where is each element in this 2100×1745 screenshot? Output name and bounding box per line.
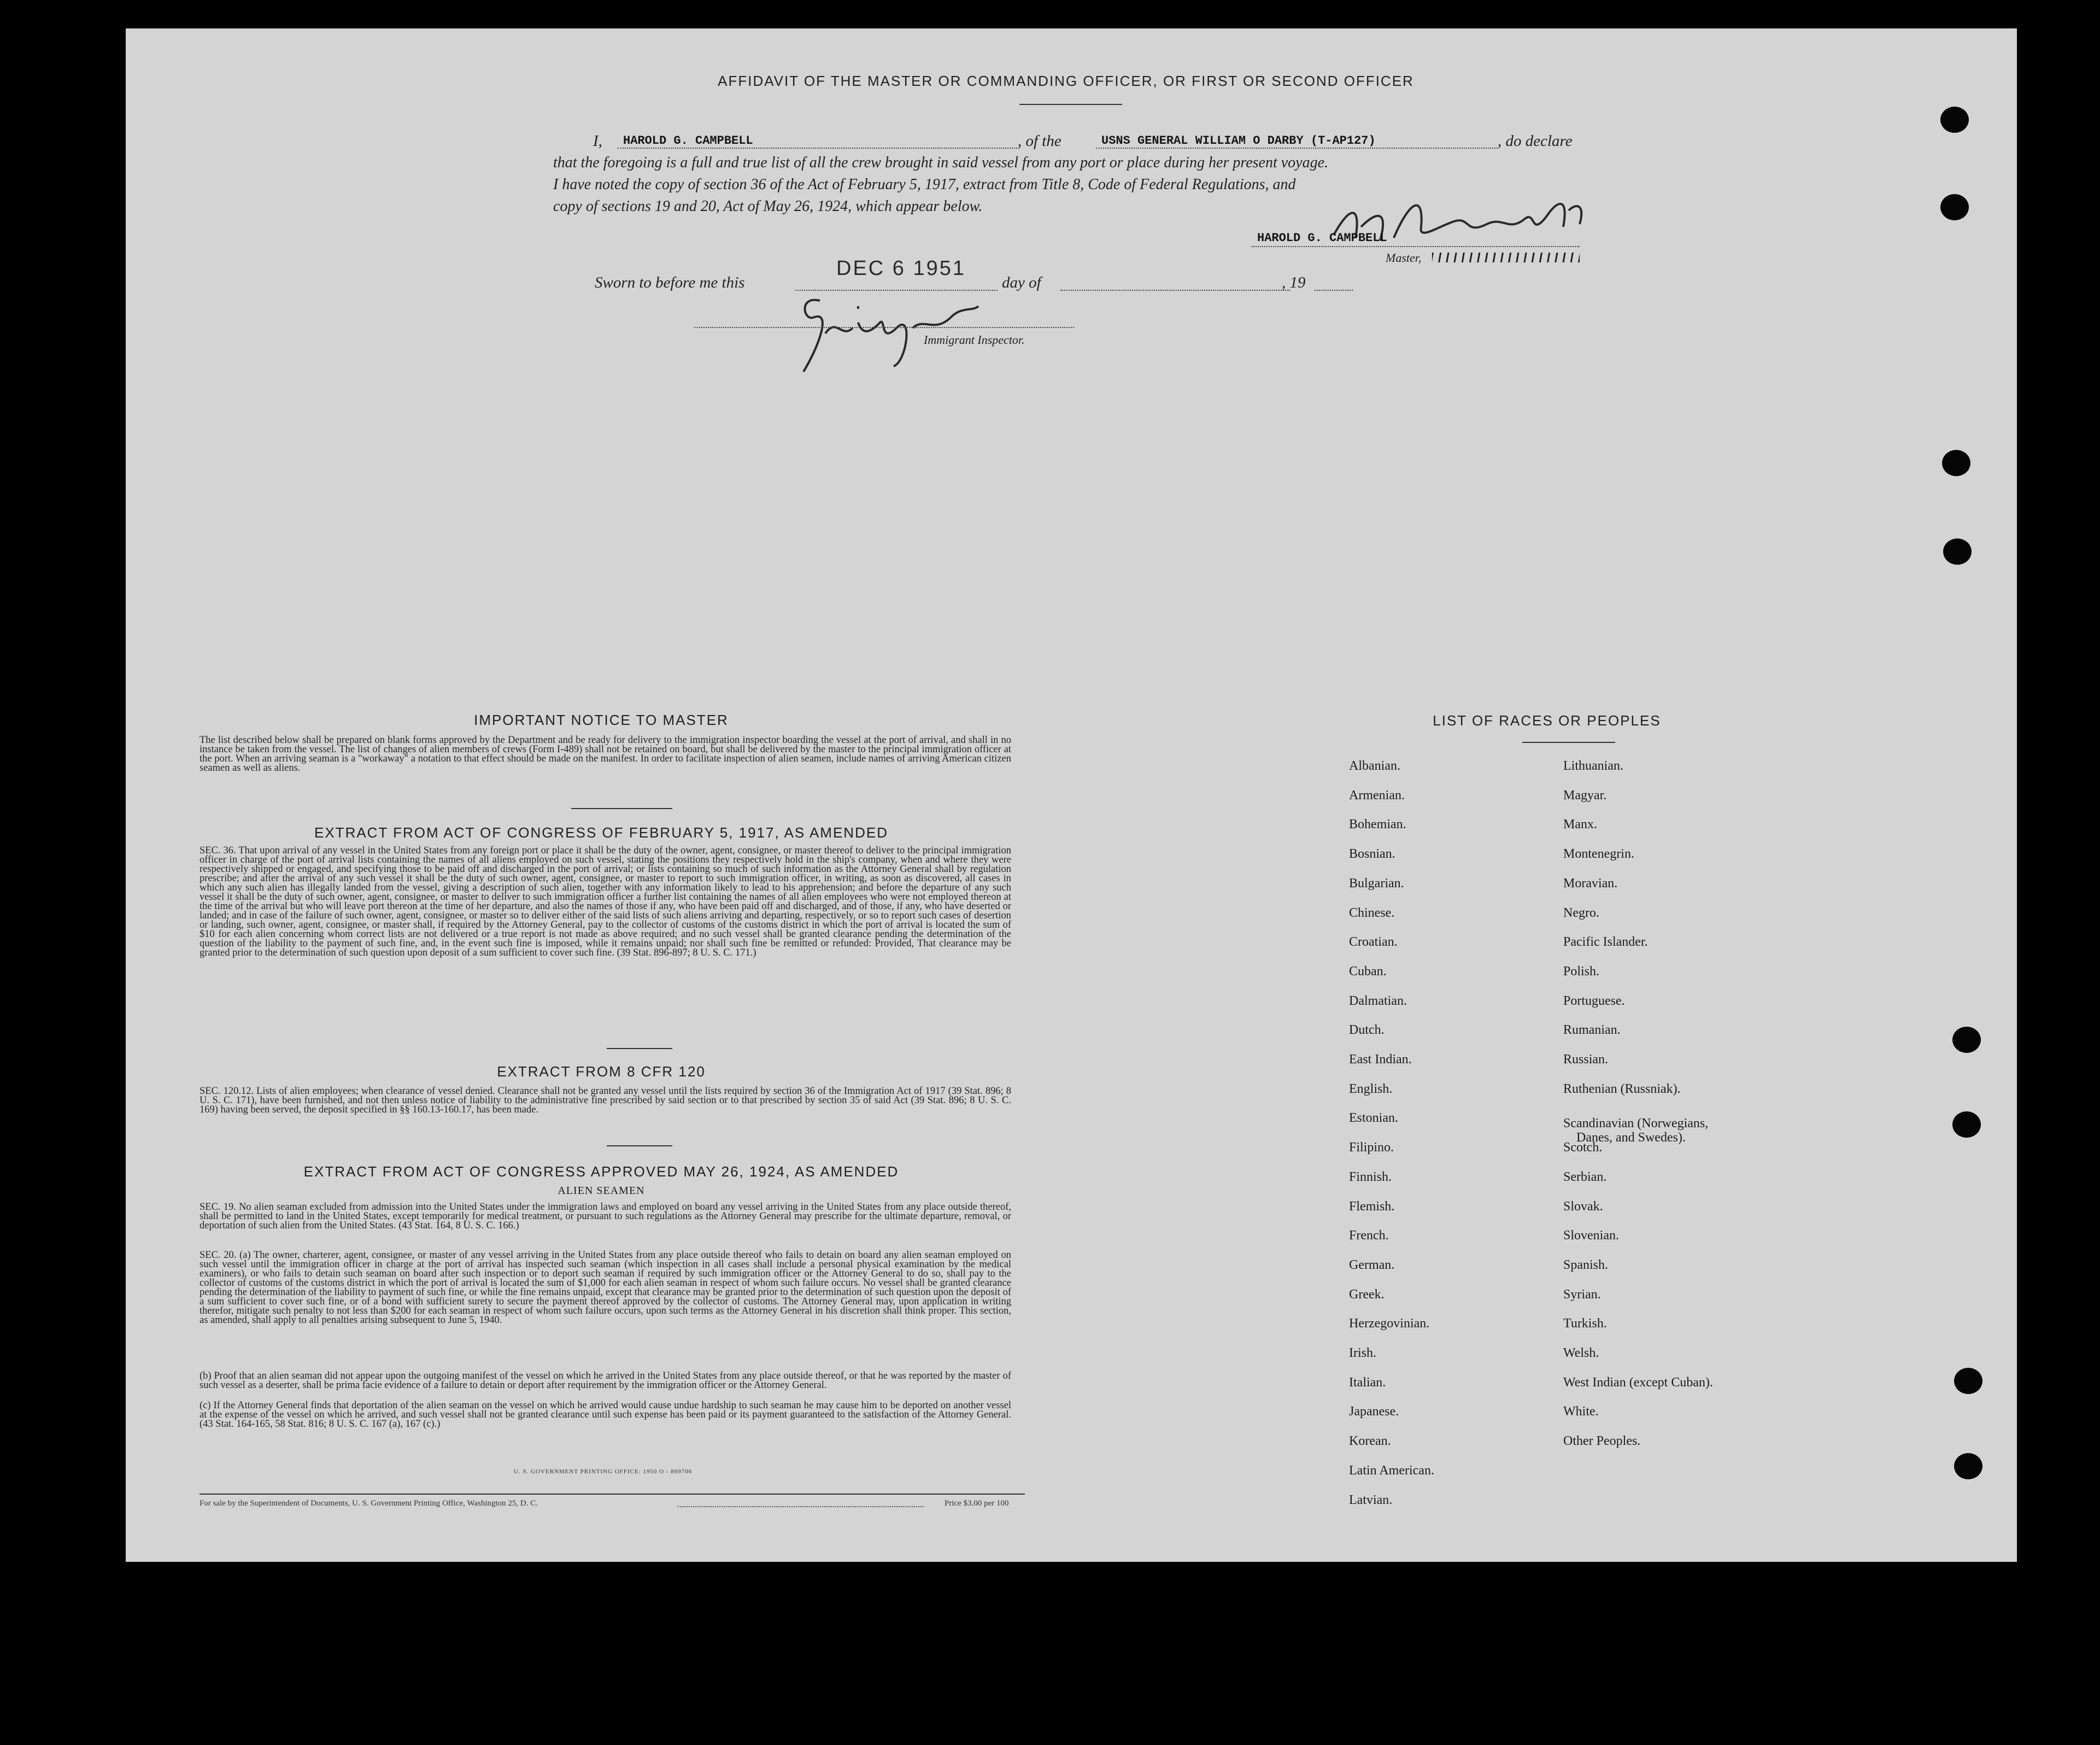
race-item: Montenegrin. [1563,847,1634,862]
race-item: Slovenian. [1563,1228,1619,1243]
races-title: LIST OF RACES OR PEOPLES [1433,712,1661,729]
notice-body: The list described below shall be prepared on blank forms approved by the Department and be ready for delivery to the immigration inspector boarding the vessel at the port of arrival, and shall in no instance be taken from the vessel. The list of changes of alien members of crews (Form I-489) shall not be retained on board, but shall be delivered by the master to the principal immigration officer at the port. When an arriving seaman is a "workaway" a notation to that effect should be made on the manifest. In order to facilitate inspection of alien seamen, include names of arriving American citizen seamen as well as aliens. [200,735,1011,774]
race-item: Flemish. [1349,1199,1395,1214]
race-item: Croatian. [1349,935,1398,950]
divider [607,1048,672,1049]
sworn-date-stamp: DEC 6 1951 [836,257,966,280]
notice-title: IMPORTANT NOTICE TO MASTER [474,712,729,728]
sworn-label: Sworn to before me this [595,274,745,291]
race-item: Danes, and Swedes). [1576,1131,1686,1145]
race-item: Polish. [1563,964,1600,979]
race-item: Dutch. [1349,1023,1385,1038]
price-note: Price $3.00 per 100 [945,1499,1009,1508]
race-item: Filipino. [1349,1140,1394,1155]
race-item: Spanish. [1563,1257,1609,1272]
inspector-label: Immigrant Inspector. [924,333,1025,347]
race-item: Moravian. [1563,876,1618,891]
binder-hole [1942,450,1970,476]
binder-hole [1940,107,1969,133]
race-item: Armenian. [1349,788,1405,803]
master-label: Master, [1386,251,1422,265]
affidavit-i: I, [593,132,602,150]
affidavit-line-2: that the foregoing is a full and true list of all the crew brought in said vessel from any port or place during her present voyage. [553,154,1329,171]
race-item: Greek. [1349,1287,1385,1302]
extract-cfr-body: SEC. 120.12. Lists of alien employees; when clearance of vessel denied. Clearance shall not be granted any vessel until the lists required by section 36 of the Immigration Act of 1917 (39 Stat. 896; 8 U. S. C. 171), have been furnished, and not then unless notice of liability to the administrative fine prescribed by said section or to that prescribed by section 35 of said Act (39 Stat. 896; 8 U. S. C. 169) having been served, the deposit specified in §§ 160.13-160.17, has been made. [200,1086,1011,1115]
of-the-label: , of the [1018,132,1061,150]
race-item: East Indian. [1349,1052,1412,1067]
race-item: Negro. [1563,905,1599,920]
race-item: White. [1563,1404,1599,1419]
extract-1924-sec19: SEC. 19. No alien seaman excluded from admission into the United States under the immigration laws and employed on board any vessel arriving in the United States from any place outside thereof, shall be permitted to land in the United States, except temporarily for medical treatment, or pursuant to such regulations as the Attorney General may prescribe for the ultimate departure, removal, or deportation of such alien from the United States. (43 Stat. 164, 8 U. S. C. 166.) [200,1202,1011,1231]
race-item: Lithuanian. [1563,759,1623,773]
race-item: Italian. [1349,1375,1386,1390]
vessel-name-line [1096,148,1498,149]
race-item: West Indian (except Cuban). [1563,1375,1713,1390]
race-item: Scotch. [1563,1140,1603,1155]
day-of-label: day of [1002,274,1041,291]
race-item: Bosnian. [1349,847,1395,862]
divider [1019,104,1122,105]
race-item: Japanese. [1349,1404,1399,1419]
master-handwritten-signature [1328,194,1591,254]
race-item: Bohemian. [1349,817,1406,832]
do-declare-label: , do declare [1498,132,1573,150]
extract-1917-body: SEC. 36. That upon arrival of any vessel in the United States from any foreign port or place it shall be the duty of the owner, agent, consignee, or master thereof to deliver to the principal immigration officer in charge of the port of arrival lists containing the names of all aliens employed on such vessel, stating the positions they respectively hold in the ship's company, when and where they were respectively shipped or engaged, and specifying those to be paid off and discharged in the port of arrival; or lists containing so much of such information as the Attorney General shall by regulation prescribe; and after the arrival of any such vessel it shall be the duty of such owner, agent, consignee, or master to report to such immigration officer, in writing, as soon as discovered, all cases in which any such alien has illegally landed from the vessel, giving a description of such alien, together with any information likely to lead to his apprehension; and before the departure of any such vessel it shall be the duty of such owner, agent, consignee, or master to deliver to such immigration officer a further list containing the names of all alien employees who were not employed thereon at the time of the arrival but who will leave port thereon at the time of her departure, and also the names of those if any, who have been paid off and discharged, and of those, if any, who have deserted or landed; and in case of the failure of such owner, agent, consignee, or master so to deliver either of the said lists of such aliens arriving and departing, respectively, or so to report such cases of desertion or landing, such owner, agent, consignee, or master shall, if required by the Attorney General, pay to the collector of customs of the customs district in which the port of arrival is located the sum of $10 for each alien concerning whom correct lists are not delivered or a true report is not made as above required; and no such vessel shall be granted clearance pending the determination of the question of the liability to the payment of such fine, and, in the event such fine is imposed, while it remains unpaid; nor shall such fine be remitted or refunded: Provided, That clearance may be granted prior to the determination of such question upon deposit of a sum sufficient to cover such fine. (39 Stat. 896-897; 8 U. S. C. 171.) [200,845,1011,958]
race-item: Herzegovinian. [1349,1316,1430,1331]
race-item: Irish. [1349,1346,1376,1360]
binder-hole [1954,1453,1982,1479]
race-item: Manx. [1563,817,1597,832]
race-item: Russian. [1563,1052,1609,1067]
race-item: Other Peoples. [1563,1434,1641,1449]
printing-office-line: U. S. GOVERNMENT PRINTING OFFICE: 1950 O - 869706 [514,1468,693,1475]
race-item: Turkish. [1563,1316,1607,1331]
race-item: Rumanian. [1563,1023,1621,1038]
divider [571,808,672,809]
month-line [1060,290,1290,291]
affidavit-line-4: copy of sections 19 and 20, Act of May 26, 1924, which appear below. [553,198,983,215]
race-item: German. [1349,1257,1395,1272]
race-item: Cuban. [1349,964,1387,979]
for-sale-note: For sale by the Superintendent of Documents, U. S. Government Printing Office, Washington 25, D. C. [200,1499,538,1508]
divider [1522,742,1615,743]
race-item: Syrian. [1563,1287,1601,1302]
race-item: Dalmatian. [1349,993,1407,1008]
race-item: Scandinavian (Norwegians, [1563,1116,1709,1131]
footer-rule [200,1494,1025,1495]
race-item: Pacific Islander. [1563,935,1648,950]
race-item: Slovak. [1563,1199,1603,1214]
extract-1924-sec20a: SEC. 20. (a) The owner, charterer, agent, consignee, or master of any vessel arriving in the United States from any place outside thereof who fails to detain on board any alien seaman employed on such vessel until the immigration officer in charge at the port of arrival has inspected such seaman (which inspection in all cases shall include a personal physical examination by the medical examiners), or who fails to detain such seaman on board after such inspection or to deport such seaman if required by such immigration officer or the Attorney General to do so, shall pay to the collector of customs of the customs district in which the port of arrival is located the sum of $1,000 for each alien seaman in respect of whom such failure occurs. No vessel shall be granted clearance pending the determination of the liability to payment of such fine, or while the fine remains unpaid, except that clearance may be granted prior to the determination of such question upon the deposit of a sum sufficient to cover such fine, or of a bond with sufficient surety to secure the payment thereof approved by the collector of customs. The Attorney General may, upon application in writing therefor, mitigate such penalty to not less than $200 for each seaman in respect of whom such failure occurs, upon such terms as the Attorney General in his discretion shall think proper. This section, as amended, shall apply to all penalties arising subsequent to June 5, 1940. [200,1250,1011,1326]
extract-1924-sec20b: (b) Proof that an alien seaman did not appear upon the outgoing manifest of the vessel on which he arrived in the United States from any place outside thereof, or that he was reported by the master of such vessel as a deserter, shall be prima facie evidence of a failure to detain or deport after requirement by the immigration officer or the Attorney General. [200,1371,1011,1391]
extract-cfr-title: EXTRACT FROM 8 CFR 120 [497,1063,706,1080]
affidavit-title: AFFIDAVIT OF THE MASTER OR COMMANDING OFFICER, OR FIRST OR SECOND OFFICER [718,73,1414,89]
inspector-signature-line [694,327,1074,328]
master-name-field: HAROLD G. CAMPBELL [623,134,753,148]
extract-1924-sec20c: (c) If the Attorney General finds that deportation of the alien seaman on the vessel on which he arrived would cause undue hardship to such seaman he may cause him to be deported on another vessel at the expense of the vessel on which he arrived, and such vessel shall not be granted clearance until such expense has been paid or its payment guaranteed to the satisfaction of the Attorney General. (43 Stat. 164-165, 58 Stat. 816; 8 U. S. C. 167 (a), 167 (c).) [200,1400,1011,1430]
race-item: Magyar. [1563,788,1607,803]
document-page [126,28,2017,1562]
extract-1917-title: EXTRACT FROM ACT OF CONGRESS OF FEBRUARY 5, 1917, AS AMENDED [314,824,888,841]
race-item: Latin American. [1349,1463,1434,1478]
race-item: Albanian. [1349,759,1400,773]
binder-hole [1943,538,1972,565]
master-name-line [618,148,1019,149]
race-item: Finnish. [1349,1169,1392,1184]
year-line [1315,290,1353,291]
race-item: Serbian. [1563,1169,1607,1184]
divider [607,1145,672,1146]
struck-through-title [1432,253,1580,262]
race-item: Estonian. [1349,1111,1398,1126]
vessel-name-field: USNS GENERAL WILLIAM O DARBY (T-AP127) [1101,134,1376,148]
race-item: Portuguese. [1563,993,1625,1008]
footer-leader-dots [678,1506,924,1507]
race-item: Welsh. [1563,1346,1599,1360]
affidavit-line-3: I have noted the copy of section 36 of the Act of February 5, 1917, extract from Title 8, Code of Federal Regulations, and [553,176,1296,193]
master-signature-typed: HAROLD G. CAMPBELL [1257,231,1387,245]
extract-1924-title: EXTRACT FROM ACT OF CONGRESS APPROVED MAY 26, 1924, AS AMENDED [303,1163,899,1180]
binder-hole [1952,1111,1981,1138]
race-item: Latvian. [1349,1492,1393,1507]
year-label: , 19 [1282,274,1306,291]
race-item: Korean. [1349,1434,1391,1449]
race-item: Bulgarian. [1349,876,1404,891]
binder-hole [1954,1368,1982,1394]
race-item: Ruthenian (Russniak). [1563,1081,1681,1096]
binder-hole [1952,1027,1981,1053]
race-item: English. [1349,1081,1393,1096]
race-item: French. [1349,1228,1389,1243]
race-item: Chinese. [1349,905,1395,920]
extract-1924-subtitle: ALIEN SEAMEN [558,1185,645,1197]
binder-hole [1940,194,1969,220]
